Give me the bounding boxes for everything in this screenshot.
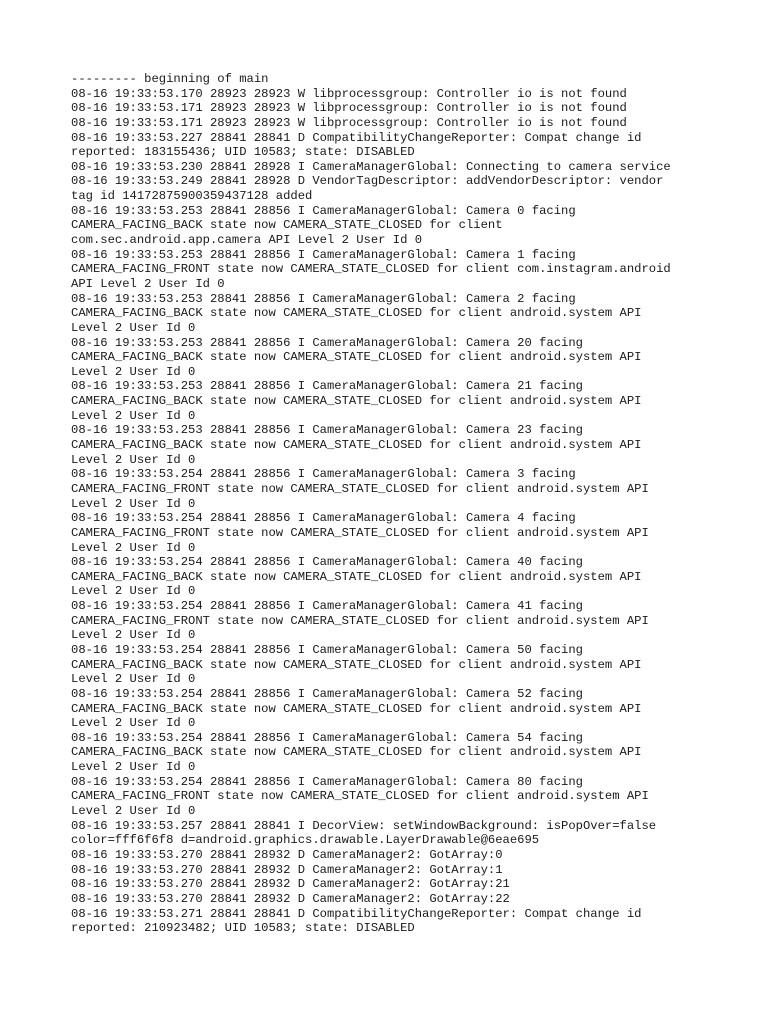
log-line: 08-16 19:33:53.254 28841 28856 I CameraManagerGlobal: Camera 52 facing <box>71 686 583 701</box>
log-line: --------- beginning of main <box>71 72 269 86</box>
log-line: Level 2 User Id 0 <box>71 628 196 643</box>
log-line: CAMERA_FACING_BACK state now CAMERA_STATE_CLOSED for client android.system API <box>71 745 642 760</box>
log-line: CAMERA_FACING_FRONT state now CAMERA_STATE_CLOSED for client android.system API <box>71 481 649 496</box>
log-line: CAMERA_FACING_BACK state now CAMERA_STATE_CLOSED for client <box>71 218 503 233</box>
log-line: 08-16 19:33:53.254 28841 28856 I CameraManagerGlobal: Camera 80 facing <box>71 774 583 789</box>
log-line: Level 2 User Id 0 <box>71 716 196 731</box>
log-line: API Level 2 User Id 0 <box>71 276 225 291</box>
log-output <box>71 72 711 936</box>
log-line: Level 2 User Id 0 <box>71 760 196 775</box>
log-line: CAMERA_FACING_BACK state now CAMERA_STATE_CLOSED for client android.system API <box>71 350 642 365</box>
log-line: 08-16 19:33:53.271 28841 28841 D CompatibilityChangeReporter: Compat change id <box>71 906 642 921</box>
log-line: 08-16 19:33:53.170 28923 28923 W libprocessgroup: Controller io is not found <box>71 86 627 101</box>
log-line: CAMERA_FACING_BACK state now CAMERA_STATE_CLOSED for client android.system API <box>71 306 642 321</box>
log-line: CAMERA_FACING_BACK state now CAMERA_STATE_CLOSED for client android.system API <box>71 701 642 716</box>
log-line: CAMERA_FACING_FRONT state now CAMERA_STATE_CLOSED for client com.instagram.android <box>71 262 671 277</box>
log-line: 08-16 19:33:53.254 28841 28856 I CameraManagerGlobal: Camera 41 facing <box>71 599 583 614</box>
log-line: Level 2 User Id 0 <box>71 540 196 555</box>
log-line: Level 2 User Id 0 <box>71 584 196 599</box>
log-line: CAMERA_FACING_FRONT state now CAMERA_STATE_CLOSED for client android.system API <box>71 525 649 540</box>
log-line: 08-16 19:33:53.253 28841 28856 I CameraManagerGlobal: Camera 20 facing <box>71 335 583 350</box>
log-line: Level 2 User Id 0 <box>71 364 196 379</box>
log-line: 08-16 19:33:53.253 28841 28856 I CameraManagerGlobal: Camera 21 facing <box>71 379 583 394</box>
log-line: Level 2 User Id 0 <box>71 452 196 467</box>
log-line: 08-16 19:33:53.270 28841 28932 D CameraManager2: GotArray:0 <box>71 847 503 862</box>
log-line: Level 2 User Id 0 <box>71 408 196 423</box>
log-line: 08-16 19:33:53.230 28841 28928 I CameraManagerGlobal: Connecting to camera service <box>71 159 671 174</box>
log-line: 08-16 19:33:53.253 28841 28856 I CameraManagerGlobal: Camera 1 facing <box>71 247 576 262</box>
log-line: color=fff6f6f8 d=android.graphics.drawable.LayerDrawable@6eae695 <box>71 833 540 848</box>
log-line: 08-16 19:33:53.253 28841 28856 I CameraManagerGlobal: Camera 23 facing <box>71 423 583 438</box>
log-line: 08-16 19:33:53.171 28923 28923 W libprocessgroup: Controller io is not found <box>71 115 627 130</box>
log-line: 08-16 19:33:53.253 28841 28856 I CameraManagerGlobal: Camera 2 facing <box>71 291 576 306</box>
log-line: reported: 210923482; UID 10583; state: DISABLED <box>71 921 415 936</box>
log-line: CAMERA_FACING_BACK state now CAMERA_STATE_CLOSED for client android.system API <box>71 438 642 453</box>
log-line: com.sec.android.app.camera API Level 2 User Id 0 <box>71 233 423 248</box>
log-line: CAMERA_FACING_BACK state now CAMERA_STATE_CLOSED for client android.system API <box>71 657 642 672</box>
log-line: Level 2 User Id 0 <box>71 804 196 819</box>
log-line: Level 2 User Id 0 <box>71 672 196 687</box>
log-line: 08-16 19:33:53.249 28841 28928 D VendorTagDescriptor: addVendorDescriptor: vendor <box>71 174 664 189</box>
log-line: 08-16 19:33:53.270 28841 28932 D CameraManager2: GotArray:1 <box>71 862 503 877</box>
log-line: 08-16 19:33:53.254 28841 28856 I CameraManagerGlobal: Camera 40 facing <box>71 555 583 570</box>
log-line: 08-16 19:33:53.270 28841 28932 D CameraManager2: GotArray:22 <box>71 891 510 906</box>
log-line: 08-16 19:33:53.254 28841 28856 I CameraManagerGlobal: Camera 54 facing <box>71 730 583 745</box>
log-line: 08-16 19:33:53.257 28841 28841 I DecorView: setWindowBackground: isPopOver=false <box>71 818 657 833</box>
log-line: 08-16 19:33:53.253 28841 28856 I CameraManagerGlobal: Camera 0 facing <box>71 203 576 218</box>
log-line: 08-16 19:33:53.254 28841 28856 I CameraManagerGlobal: Camera 50 facing <box>71 642 583 657</box>
log-line: tag id 14172875900359437128 added <box>71 189 313 204</box>
log-line: 08-16 19:33:53.171 28923 28923 W libprocessgroup: Controller io is not found <box>71 101 627 116</box>
log-line: 08-16 19:33:53.254 28841 28856 I CameraManagerGlobal: Camera 4 facing <box>71 511 576 526</box>
log-line: 08-16 19:33:53.254 28841 28856 I CameraManagerGlobal: Camera 3 facing <box>71 467 576 482</box>
log-line: CAMERA_FACING_BACK state now CAMERA_STATE_CLOSED for client android.system API <box>71 569 642 584</box>
log-line: Level 2 User Id 0 <box>71 496 196 511</box>
log-line: CAMERA_FACING_FRONT state now CAMERA_STATE_CLOSED for client android.system API <box>71 613 649 628</box>
log-line: 08-16 19:33:53.227 28841 28841 D CompatibilityChangeReporter: Compat change id <box>71 130 642 145</box>
log-line: CAMERA_FACING_BACK state now CAMERA_STATE_CLOSED for client android.system API <box>71 394 642 409</box>
log-line: reported: 183155436; UID 10583; state: DISABLED <box>71 145 415 160</box>
log-line: 08-16 19:33:53.270 28841 28932 D CameraManager2: GotArray:21 <box>71 877 510 892</box>
log-line: CAMERA_FACING_FRONT state now CAMERA_STATE_CLOSED for client android.system API <box>71 789 649 804</box>
log-line: Level 2 User Id 0 <box>71 320 196 335</box>
